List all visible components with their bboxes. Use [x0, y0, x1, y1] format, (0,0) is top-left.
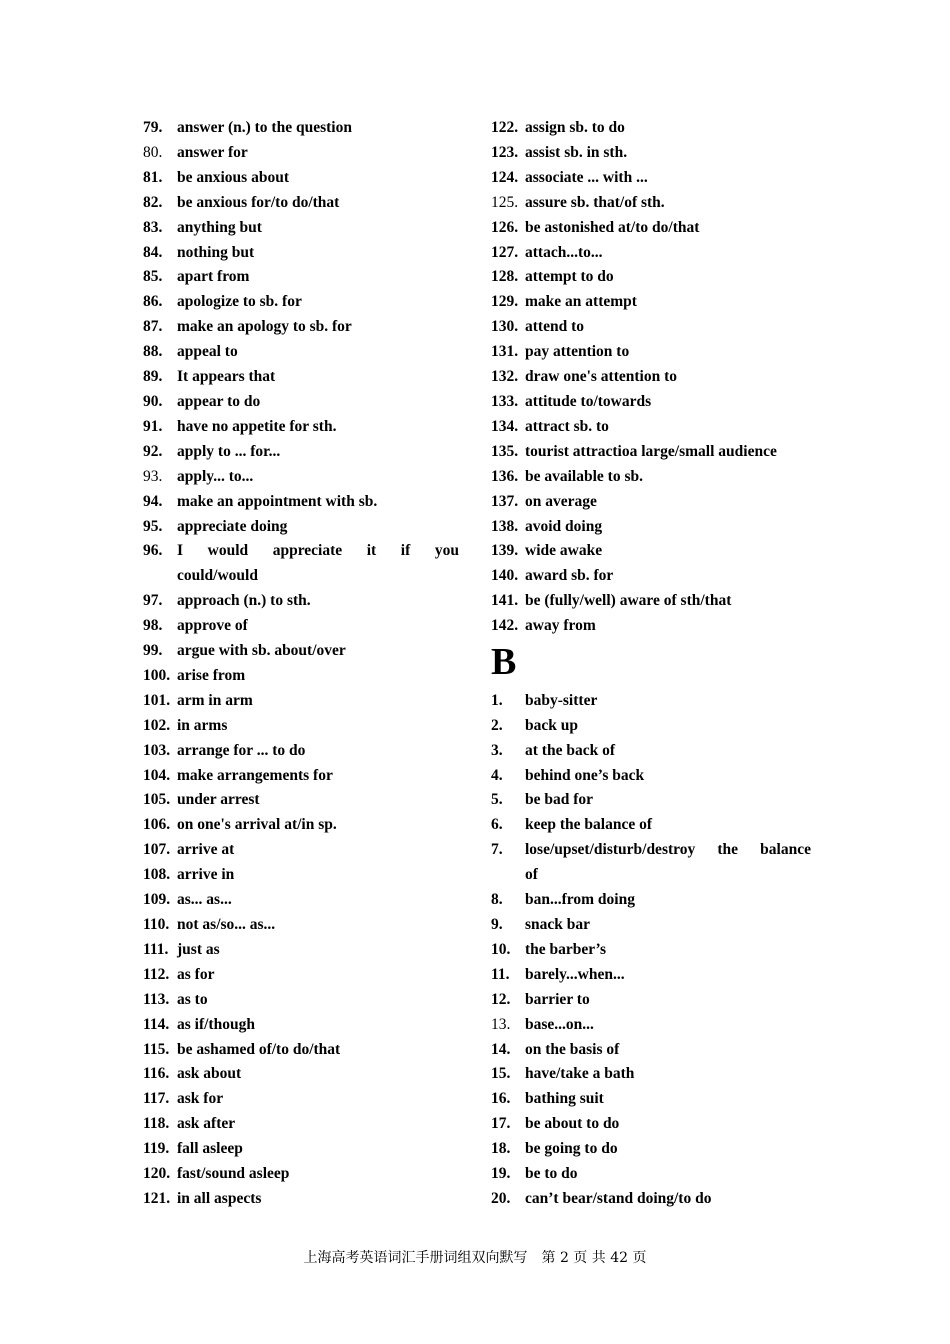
item-text: be anxious for/to do/that [177, 193, 340, 211]
item-number: 120. [143, 1165, 171, 1183]
item-text: assign sb. to do [525, 119, 625, 136]
item-number: 94. [143, 492, 163, 510]
item-number: 15. [491, 1065, 511, 1083]
item-text: bathing suit [525, 1090, 604, 1108]
item-text: arrive in [177, 866, 235, 884]
list-item [143, 963, 459, 988]
section-b-list [491, 689, 811, 1212]
list-item [491, 564, 811, 589]
item-text: appeal to [177, 343, 238, 361]
list-item [143, 141, 459, 166]
item-text: keep the balance of [525, 816, 653, 834]
item-text: apply... to... [177, 467, 254, 485]
page-footer: 上海高考英语词汇手册词组双向默写 第 2 页 共 42 页 [303, 1250, 647, 1266]
item-number: 82. [143, 193, 163, 211]
list-item [143, 689, 459, 714]
item-text: award sb. for [525, 567, 614, 585]
item-number: 122. [491, 119, 519, 136]
item-text: attitude to/towards [525, 392, 652, 410]
list-item [143, 664, 459, 689]
list-item [143, 938, 459, 963]
item-number: 19. [491, 1165, 511, 1183]
list-item [491, 141, 811, 166]
item-text: ask after [177, 1115, 236, 1133]
list-item [143, 714, 459, 739]
item-text: appreciate doing [177, 517, 288, 535]
item-text: be bad for [525, 791, 594, 809]
item-number: 141. [491, 592, 519, 610]
item-text: at the back of [525, 741, 615, 759]
list-item [143, 813, 459, 838]
item-text: baby-sitter [525, 691, 598, 709]
item-text: approach (n.) to sth. [177, 592, 311, 610]
item-text: answer (n.) to the question [177, 119, 352, 136]
item-text: answer for [177, 143, 248, 161]
item-number: 87. [143, 318, 163, 336]
item-text: argue with sb. about/over [177, 642, 346, 660]
section-heading-letter: B [491, 641, 517, 684]
item-number: 129. [491, 293, 519, 311]
item-number: 100. [143, 666, 171, 684]
list-item [143, 1137, 459, 1162]
item-number: 18. [491, 1140, 511, 1158]
item-text: barely...when... [525, 965, 625, 983]
list-item [491, 1162, 811, 1187]
item-text: be available to sb. [525, 467, 643, 485]
item-number: 116. [143, 1065, 170, 1083]
list-item [491, 216, 811, 241]
item-number: 16. [491, 1090, 511, 1108]
item-number: 103. [143, 741, 171, 759]
item-number: 13. [491, 1015, 511, 1033]
item-number: 135. [491, 442, 519, 460]
list-item [143, 888, 459, 913]
item-number: 130. [491, 318, 519, 336]
list-item [491, 589, 811, 614]
list-item [491, 614, 811, 639]
item-text: nothing but [177, 243, 255, 261]
item-number: 90. [143, 392, 163, 410]
list-item [491, 515, 811, 540]
item-number: 131. [491, 343, 519, 361]
item-text: approve of [177, 617, 248, 635]
list-item [491, 764, 811, 789]
item-text: assure sb. that/of sth. [525, 193, 665, 211]
list-item [491, 988, 811, 1013]
item-number: 123. [491, 143, 519, 161]
list-item [491, 1013, 811, 1038]
list-item [491, 1038, 811, 1063]
item-number: 142. [491, 617, 519, 635]
item-text: ban...from doing [525, 891, 635, 909]
item-text: associate ... with ... [525, 168, 648, 186]
list-item [143, 764, 459, 789]
list-item [491, 813, 811, 838]
item-number: 128. [491, 268, 519, 286]
list-item [143, 1062, 459, 1087]
item-number: 124. [491, 168, 519, 186]
right-column [491, 116, 811, 1212]
item-text: make arrangements for [177, 766, 333, 784]
list-item [143, 1038, 459, 1063]
list-item [491, 1187, 811, 1212]
item-text-line-2: could/would [177, 567, 258, 585]
item-text: apply to ... for... [177, 442, 281, 460]
list-item [491, 116, 811, 141]
item-number: 109. [143, 891, 171, 909]
item-number: 17. [491, 1115, 511, 1133]
item-number: 14. [491, 1040, 511, 1058]
item-text: be about to do [525, 1115, 620, 1133]
item-number: 110. [143, 916, 170, 933]
item-text: as to [177, 990, 208, 1008]
item-number: 84. [143, 243, 163, 261]
list-item [143, 614, 459, 639]
list-item [143, 739, 459, 764]
item-number: 93. [143, 467, 163, 485]
item-number: 107. [143, 841, 171, 859]
item-text: draw one's attention to [525, 368, 677, 386]
list-item [491, 490, 811, 515]
list-item [491, 290, 811, 315]
list-item [143, 216, 459, 241]
item-text: anything but [177, 218, 262, 236]
item-number: 88. [143, 343, 163, 361]
item-number: 11. [491, 965, 510, 983]
item-text: have no appetite for sth. [177, 417, 337, 435]
item-number: 8. [491, 891, 503, 909]
item-text: arrange for ... to do [177, 741, 306, 759]
item-word: lose/upset/disturb/destroy [525, 841, 696, 859]
list-item [143, 166, 459, 191]
item-number: 112. [143, 965, 170, 983]
item-text: be anxious about [177, 168, 289, 186]
item-number: 3. [491, 741, 503, 759]
item-number: 118. [143, 1115, 170, 1133]
list-item [491, 340, 811, 365]
list-item [491, 539, 811, 564]
item-word: balance [760, 841, 811, 859]
list-item [491, 166, 811, 191]
list-item [143, 515, 459, 540]
item-text: away from [525, 617, 596, 635]
item-number: 81. [143, 168, 163, 186]
list-item [491, 365, 811, 390]
list-item [491, 689, 811, 714]
list-item [143, 863, 459, 888]
item-text: can’t bear/stand doing/to do [525, 1189, 712, 1207]
item-text: It appears that [177, 368, 276, 386]
item-number: 85. [143, 268, 163, 286]
list-item [491, 788, 811, 813]
item-word: the [717, 841, 739, 859]
item-text: ask for [177, 1090, 224, 1108]
item-text: arise from [177, 666, 246, 684]
item-number: 138. [491, 517, 519, 535]
list-item [143, 315, 459, 340]
list-item [491, 1062, 811, 1087]
item-text: make an appointment with sb. [177, 492, 378, 510]
item-text: be (fully/well) aware of sth/that [525, 592, 732, 610]
list-item [491, 415, 811, 440]
item-number: 101. [143, 691, 171, 709]
item-text-line-1 [177, 539, 459, 564]
item-number: 125. [491, 193, 519, 211]
item-text: in all aspects [177, 1189, 262, 1207]
item-text: on the basis of [525, 1040, 620, 1058]
list-item [143, 589, 459, 614]
item-word: I [177, 542, 184, 560]
list-item [143, 415, 459, 440]
list-item [143, 1087, 459, 1112]
list-item [491, 465, 811, 490]
item-number: 5. [491, 791, 503, 809]
item-number: 10. [491, 940, 511, 958]
item-number: 2. [491, 716, 503, 734]
item-text: fast/sound asleep [177, 1165, 290, 1183]
list-item [143, 191, 459, 216]
left-column [143, 116, 459, 1212]
item-number: 115. [143, 1040, 170, 1058]
item-number: 6. [491, 816, 503, 834]
list-item [143, 340, 459, 365]
list-item [143, 365, 459, 390]
item-text: apologize to sb. for [177, 293, 302, 311]
list-item [143, 788, 459, 813]
item-text: pay attention to [525, 343, 630, 361]
list-item [143, 290, 459, 315]
item-number: 102. [143, 716, 171, 734]
item-text: under arrest [177, 791, 260, 809]
item-word: appreciate [272, 542, 343, 560]
item-text: be to do [525, 1165, 578, 1183]
item-text-line-1 [525, 838, 811, 863]
list-item [491, 390, 811, 415]
item-number: 95. [143, 517, 163, 535]
list-item [491, 440, 811, 465]
item-number: 96. [143, 542, 163, 560]
item-number: 12. [491, 990, 511, 1008]
item-number: 108. [143, 866, 171, 884]
list-item [491, 191, 811, 216]
item-text: be ashamed of/to do/that [177, 1040, 341, 1058]
item-text [177, 539, 459, 589]
item-text: base...on... [525, 1015, 594, 1033]
item-number: 132. [491, 368, 519, 386]
item-number: 105. [143, 791, 171, 809]
item-text: as for [177, 965, 215, 983]
item-number: 133. [491, 392, 519, 410]
item-text: apart from [177, 268, 250, 286]
item-text: fall asleep [177, 1140, 243, 1158]
item-text: as if/though [177, 1015, 255, 1033]
item-text: in arms [177, 716, 228, 734]
list-item [143, 988, 459, 1013]
item-text [525, 838, 811, 888]
item-text-line-2: of [525, 866, 538, 884]
list-item [491, 913, 811, 938]
item-text: back up [525, 716, 578, 734]
item-number: 111. [143, 940, 169, 958]
item-text: arrive at [177, 841, 235, 859]
list-item [491, 888, 811, 913]
item-word: would [207, 542, 249, 560]
item-number: 114. [143, 1015, 170, 1033]
list-item [491, 938, 811, 963]
item-number: 126. [491, 218, 519, 236]
item-text: behind one’s back [525, 766, 645, 784]
list-item [143, 116, 459, 141]
item-text: have/take a bath [525, 1065, 635, 1083]
item-text: attach...to... [525, 243, 603, 261]
item-number: 89. [143, 368, 163, 386]
item-number: 80. [143, 143, 163, 161]
item-number: 139. [491, 542, 519, 560]
list-item [143, 1013, 459, 1038]
item-number: 79. [143, 119, 163, 136]
item-text: just as [177, 940, 220, 958]
list-item [143, 265, 459, 290]
item-number: 134. [491, 417, 519, 435]
list-item [143, 838, 459, 863]
item-text: be astonished at/to do/that [525, 218, 700, 236]
list-item [143, 1112, 459, 1137]
list-item [143, 490, 459, 515]
item-number: 121. [143, 1189, 171, 1207]
item-text: on average [525, 492, 597, 510]
list-item [143, 440, 459, 465]
item-text: as... as... [177, 891, 232, 909]
item-number: 4. [491, 766, 503, 784]
item-number: 137. [491, 492, 519, 510]
item-number: 86. [143, 293, 163, 311]
list-item [491, 1112, 811, 1137]
item-number: 119. [143, 1140, 170, 1158]
item-number: 98. [143, 617, 163, 635]
item-text: attract sb. to [525, 417, 609, 435]
item-number: 1. [491, 691, 503, 709]
item-text: make an attempt [525, 293, 637, 311]
item-text: tourist attractioa large/small audience [525, 442, 777, 460]
item-text: not as/so... as... [177, 916, 276, 933]
item-text: attend to [525, 318, 584, 336]
item-text: on one's arrival at/in sp. [177, 816, 337, 834]
item-text: the barber’s [525, 940, 607, 958]
list-item [491, 963, 811, 988]
item-word: you [434, 542, 459, 560]
list-item [491, 315, 811, 340]
item-number: 106. [143, 816, 171, 834]
item-text: appear to do [177, 392, 261, 410]
list-item [491, 1137, 811, 1162]
list-item [143, 241, 459, 266]
item-text: ask about [177, 1065, 242, 1083]
item-number: 127. [491, 243, 519, 261]
item-number: 7. [491, 841, 503, 859]
list-item [143, 390, 459, 415]
item-number: 104. [143, 766, 171, 784]
list-item [491, 838, 811, 888]
list-item [491, 1087, 811, 1112]
item-number: 97. [143, 592, 163, 610]
item-text: snack bar [525, 915, 591, 933]
list-item [491, 241, 811, 266]
list-item [143, 913, 459, 938]
list-item [143, 1162, 459, 1187]
item-number: 99. [143, 642, 163, 660]
item-number: 9. [491, 915, 503, 933]
item-number: 136. [491, 467, 519, 485]
item-text: assist sb. in sth. [525, 143, 628, 161]
item-word: it [366, 542, 377, 560]
item-number: 20. [491, 1189, 511, 1207]
item-word: if [400, 542, 411, 560]
list-item [143, 465, 459, 490]
item-text: avoid doing [525, 517, 603, 535]
section-a-continued [491, 116, 811, 639]
item-number: 92. [143, 442, 163, 460]
item-number: 140. [491, 567, 519, 585]
item-text: make an apology to sb. for [177, 318, 352, 336]
item-text: be going to do [525, 1140, 618, 1158]
item-text: attempt to do [525, 268, 614, 286]
item-number: 83. [143, 218, 163, 236]
item-number: 91. [143, 417, 163, 435]
list-item [143, 639, 459, 664]
list-item [491, 739, 811, 764]
list-item [491, 265, 811, 290]
list-item [143, 539, 459, 589]
item-text: arm in arm [177, 691, 253, 709]
item-number: 117. [143, 1090, 170, 1108]
item-text: barrier to [525, 990, 590, 1008]
list-item [143, 1187, 459, 1212]
item-number: 113. [143, 990, 170, 1008]
list-item [491, 714, 811, 739]
item-text: wide awake [525, 542, 603, 560]
section-b-heading [491, 639, 811, 689]
